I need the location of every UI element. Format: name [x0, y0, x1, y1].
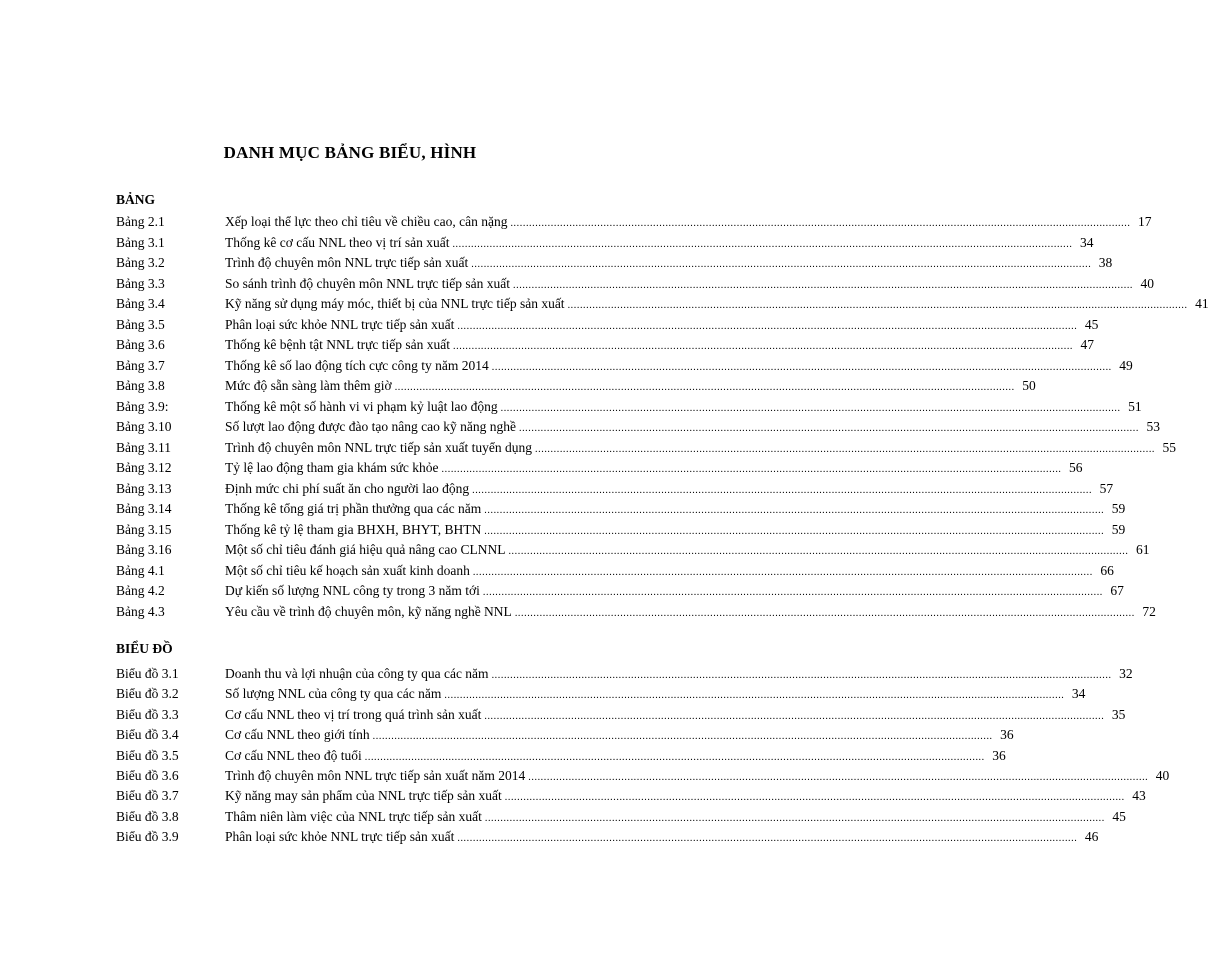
toc-entry[interactable]: [116, 212, 1152, 232]
entry-description: [225, 458, 1083, 480]
toc-entry[interactable]: [116, 766, 1170, 786]
entry-description: [225, 684, 1086, 706]
dot-leader: ........................................................................................................................................................................................................: [457, 320, 1078, 332]
toc-entry[interactable]: [116, 561, 1114, 581]
entry-label: Biểu đồ 3.9: [116, 829, 179, 845]
entry-description: [225, 212, 1152, 234]
entry-text: Doanh thu và lợi nhuận của công ty qua các năm: [225, 666, 489, 681]
toc-entry[interactable]: [116, 253, 1113, 273]
toc-entry[interactable]: [116, 807, 1126, 827]
entry-text: Kỹ năng may sản phẩm của NNL trực tiếp sản xuất: [225, 788, 502, 804]
dot-leader: ........................................................................................................................................................................................................: [472, 484, 1093, 496]
entry-description: [225, 479, 1114, 501]
toc-entry[interactable]: [116, 827, 1099, 847]
entry-label: Biểu đồ 3.8: [116, 808, 179, 824]
entry-description: [225, 540, 1150, 562]
dot-leader: ........................................................................................................................................................................................................: [513, 279, 1134, 291]
entry-page-number: 66: [1100, 562, 1114, 578]
toc-entry[interactable]: [116, 233, 1094, 253]
toc-entry[interactable]: [116, 417, 1160, 437]
dot-leader: ........................................................................................................................................................................................................: [394, 382, 1015, 393]
entry-description: [225, 807, 1126, 829]
entry-text: Xếp loại thể lực theo chỉ tiêu về chiều cao, cân nặng: [225, 214, 508, 229]
toc-entry[interactable]: [116, 786, 1146, 806]
entry-label: Bảng 4.2: [116, 583, 165, 598]
entry-label: Bảng 3.3: [116, 275, 165, 291]
entry-text: Cơ cấu NNL theo vị trí trong quá trình sản xuất: [225, 706, 482, 722]
dot-leader: ........................................................................................................................................................................................................: [484, 812, 1105, 824]
entry-label: Biểu đồ 3.7: [116, 788, 179, 804]
entry-label: Biểu đồ 3.6: [116, 768, 179, 783]
toc-entry[interactable]: [116, 664, 1133, 684]
entry-page-number: 59: [1111, 521, 1126, 537]
entry-label: Bảng 3.8: [116, 378, 165, 393]
entry-page-number: 17: [1137, 214, 1152, 229]
toc-entry[interactable]: [116, 438, 1177, 458]
entry-description: [225, 233, 1094, 255]
charts-heading: BIỂU ĐỒ: [116, 641, 173, 656]
entry-text: Kỹ năng sử dụng máy móc, thiết bị của NNL trực tiếp sản xuất: [225, 296, 565, 311]
entry-description: [225, 356, 1133, 378]
entry-description: [225, 520, 1126, 542]
entry-label: Bảng 3.7: [116, 357, 165, 373]
entry-page-number: 45: [1084, 316, 1099, 332]
entry-label: Bảng 3.14: [116, 501, 172, 516]
dot-leader: ........................................................................................................................................................................................................: [510, 218, 1131, 229]
entry-text: Trình độ chuyên môn NNL trực tiếp sản xuất tuyển dụng: [225, 439, 533, 455]
toc-entry[interactable]: [116, 479, 1114, 499]
entry-text: So sánh trình độ chuyên môn NNL trực tiếp sản xuất: [225, 275, 511, 291]
toc-entry[interactable]: [116, 458, 1083, 478]
entry-label: Biểu đồ 3.2: [116, 686, 179, 702]
entry-description: [225, 746, 1006, 768]
entry-label: Bảng 3.5: [116, 316, 165, 332]
toc-entry[interactable]: [116, 705, 1126, 725]
entry-text: Phân loại sức khỏe NNL trực tiếp sản xuất: [225, 316, 455, 332]
entry-description: [225, 417, 1160, 439]
entry-description: [225, 376, 1036, 398]
entry-label: Biểu đồ 3.4: [116, 727, 179, 743]
entry-label: Bảng 3.9:: [116, 398, 169, 414]
toc-entry[interactable]: [116, 315, 1099, 335]
dot-leader: ........................................................................................................................................................................................................: [453, 341, 1074, 352]
entry-description: [225, 315, 1099, 337]
entry-text: Số lượng NNL của công ty qua các năm: [225, 686, 442, 702]
dot-leader: ........................................................................................................................................................................................................: [482, 587, 1103, 598]
dot-leader: ........................................................................................................................................................................................................: [491, 670, 1112, 681]
entry-description: [225, 499, 1126, 521]
dot-leader: ........................................................................................................................................................................................................: [484, 505, 1105, 516]
toc-entry[interactable]: [116, 499, 1126, 519]
entry-page-number: 34: [1071, 686, 1086, 702]
entry-page-number: 55: [1162, 439, 1177, 455]
dot-leader: ........................................................................................................................................................................................................: [444, 690, 1065, 702]
toc-entry[interactable]: [116, 356, 1133, 376]
entry-description: [225, 253, 1113, 275]
entry-label: Bảng 3.12: [116, 460, 172, 475]
entry-description: [225, 766, 1170, 788]
entry-page-number: 35: [1111, 706, 1126, 722]
entry-description: [225, 786, 1146, 808]
entry-text: Mức độ sẵn sàng làm thêm giờ: [225, 378, 392, 393]
entry-label: Bảng 3.2: [116, 255, 165, 270]
entry-text: Tỷ lệ lao động tham gia khám sức khỏe: [225, 460, 439, 475]
entry-description: [225, 705, 1126, 727]
entry-label: Bảng 3.13: [116, 480, 172, 496]
toc-entry[interactable]: [116, 274, 1155, 294]
dot-leader: ........................................................................................................................................................................................................: [518, 423, 1139, 434]
dot-leader: ........................................................................................................................................................................................................: [484, 710, 1105, 722]
dot-leader: ........................................................................................................................................................................................................: [372, 731, 993, 743]
entry-label: Biểu đồ 3.1: [116, 666, 179, 681]
entry-page-number: 34: [1079, 234, 1094, 250]
entry-text: Thống kê tỷ lệ tham gia BHXH, BHYT, BHTN: [225, 521, 482, 537]
dot-leader: ........................................................................................................................................................................................................: [441, 464, 1062, 475]
entry-description: [225, 335, 1095, 357]
entry-text: Thống kê tổng giá trị phần thưởng qua các năm: [225, 501, 482, 516]
entry-label: Bảng 3.4: [116, 296, 165, 311]
entry-text: Thống kê số lao động tích cực công ty năm 2014: [225, 357, 489, 373]
toc-entry[interactable]: [116, 294, 1209, 314]
entry-text: Trình độ chuyên môn NNL trực tiếp sản xuất: [225, 255, 469, 270]
entry-page-number: 41: [1195, 296, 1209, 311]
entry-label: Bảng 3.15: [116, 521, 172, 537]
entry-page-number: 67: [1110, 583, 1124, 598]
toc-entry[interactable]: [116, 376, 1036, 396]
entry-text: Thống kê bệnh tật NNL trực tiếp sản xuất: [225, 337, 451, 352]
entry-description: [225, 725, 1014, 747]
entry-text: Định mức chi phí suất ăn cho người lao động: [225, 480, 470, 496]
entry-text: Yêu cầu về trình độ chuyên môn, kỹ năng nghề NNL: [225, 603, 512, 619]
dot-leader: ........................................................................................................................................................................................................: [471, 259, 1092, 270]
dot-leader: ........................................................................................................................................................................................................: [484, 525, 1105, 537]
entry-page-number: 43: [1132, 788, 1146, 804]
entry-page-number: 51: [1128, 398, 1142, 414]
dot-leader: ........................................................................................................................................................................................................: [452, 238, 1073, 250]
entry-page-number: 57: [1099, 480, 1114, 496]
entry-page-number: 61: [1135, 542, 1150, 557]
dot-leader: ........................................................................................................................................................................................................: [514, 607, 1135, 619]
dot-leader: ........................................................................................................................................................................................................: [364, 751, 985, 763]
entry-description: [225, 561, 1114, 583]
entry-text: Cơ cấu NNL theo giới tính: [225, 727, 370, 743]
dot-leader: ........................................................................................................................................................................................................: [472, 566, 1093, 578]
entry-label: Biểu đồ 3.3: [116, 706, 179, 722]
toc-entry[interactable]: [116, 581, 1124, 601]
entry-label: Bảng 4.3: [116, 603, 165, 619]
entry-label: Bảng 3.6: [116, 337, 165, 352]
entry-page-number: 40: [1140, 275, 1155, 291]
entry-text: Thống kê một số hành vi vi phạm kỷ luật lao động: [225, 398, 498, 414]
toc-entry[interactable]: [116, 397, 1142, 417]
dot-leader: ........................................................................................................................................................................................................: [528, 772, 1149, 783]
entry-page-number: 53: [1146, 419, 1160, 434]
toc-entry[interactable]: [116, 540, 1150, 560]
toc-entry[interactable]: [116, 684, 1086, 704]
dot-leader: ........................................................................................................................................................................................................: [500, 402, 1121, 414]
entry-label: Bảng 3.10: [116, 419, 172, 434]
page-title: DANH MỤC BẢNG BIỂU, HÌNH: [223, 143, 477, 162]
entry-page-number: 72: [1142, 603, 1156, 619]
entry-text: Cơ cấu NNL theo độ tuổi: [225, 747, 362, 763]
entry-text: Phân loại sức khỏe NNL trực tiếp sản xuất: [225, 829, 455, 845]
entry-page-number: 59: [1111, 501, 1126, 516]
entry-page-number: 38: [1098, 255, 1113, 270]
tables-heading: BẢNG: [116, 192, 156, 207]
entry-page-number: 36: [992, 747, 1006, 763]
entry-description: [225, 827, 1099, 849]
entry-label: Bảng 3.16: [116, 542, 172, 557]
entry-text: Thâm niên làm việc của NNL trực tiếp sản xuất: [225, 808, 482, 824]
toc-entry[interactable]: [116, 520, 1126, 540]
entry-label: Bảng 2.1: [116, 214, 165, 229]
entry-page-number: 47: [1080, 337, 1095, 352]
entry-description: [225, 397, 1142, 419]
entry-label: Biểu đồ 3.5: [116, 747, 179, 763]
entry-text: Một số chỉ tiêu đánh giá hiệu quả nâng cao CLNNL: [225, 542, 506, 557]
entry-description: [225, 581, 1124, 603]
entry-page-number: 45: [1112, 808, 1126, 824]
entry-description: [225, 438, 1177, 460]
entry-description: [225, 274, 1155, 296]
dot-leader: ........................................................................................................................................................................................................: [567, 300, 1188, 311]
toc-entry[interactable]: [116, 746, 1006, 766]
entry-page-number: 50: [1022, 378, 1036, 393]
toc-entry[interactable]: [116, 335, 1095, 355]
toc-entry[interactable]: [116, 602, 1156, 622]
entry-label: Bảng 4.1: [116, 562, 165, 578]
dot-leader: ........................................................................................................................................................................................................: [491, 361, 1112, 373]
toc-entry[interactable]: [116, 725, 1014, 745]
entry-description: [225, 602, 1156, 624]
entry-label: Bảng 3.11: [116, 439, 171, 455]
dot-leader: ........................................................................................................................................................................................................: [508, 546, 1129, 557]
dot-leader: ........................................................................................................................................................................................................: [535, 443, 1156, 455]
entry-description: [225, 294, 1209, 316]
entry-text: Thống kê cơ cấu NNL theo vị trí sản xuất: [225, 234, 450, 250]
entry-page-number: 32: [1119, 666, 1133, 681]
entry-page-number: 36: [1000, 727, 1014, 743]
entry-page-number: 49: [1119, 357, 1133, 373]
dot-leader: ........................................................................................................................................................................................................: [457, 833, 1078, 845]
entry-text: Một số chỉ tiêu kế hoạch sản xuất kinh doanh: [225, 562, 470, 578]
entry-label: Bảng 3.1: [116, 234, 165, 250]
entry-page-number: 40: [1155, 768, 1170, 783]
entry-page-number: 56: [1069, 460, 1083, 475]
entry-description: [225, 664, 1133, 686]
entry-text: Số lượt lao động được đào tạo nâng cao kỹ năng nghề: [225, 419, 516, 434]
entry-text: Trình độ chuyên môn NNL trực tiếp sản xuất năm 2014: [225, 768, 526, 783]
dot-leader: ........................................................................................................................................................................................................: [504, 792, 1125, 804]
entry-text: Dự kiến số lượng NNL công ty trong 3 năm tới: [225, 583, 480, 598]
entry-page-number: 46: [1084, 829, 1099, 845]
